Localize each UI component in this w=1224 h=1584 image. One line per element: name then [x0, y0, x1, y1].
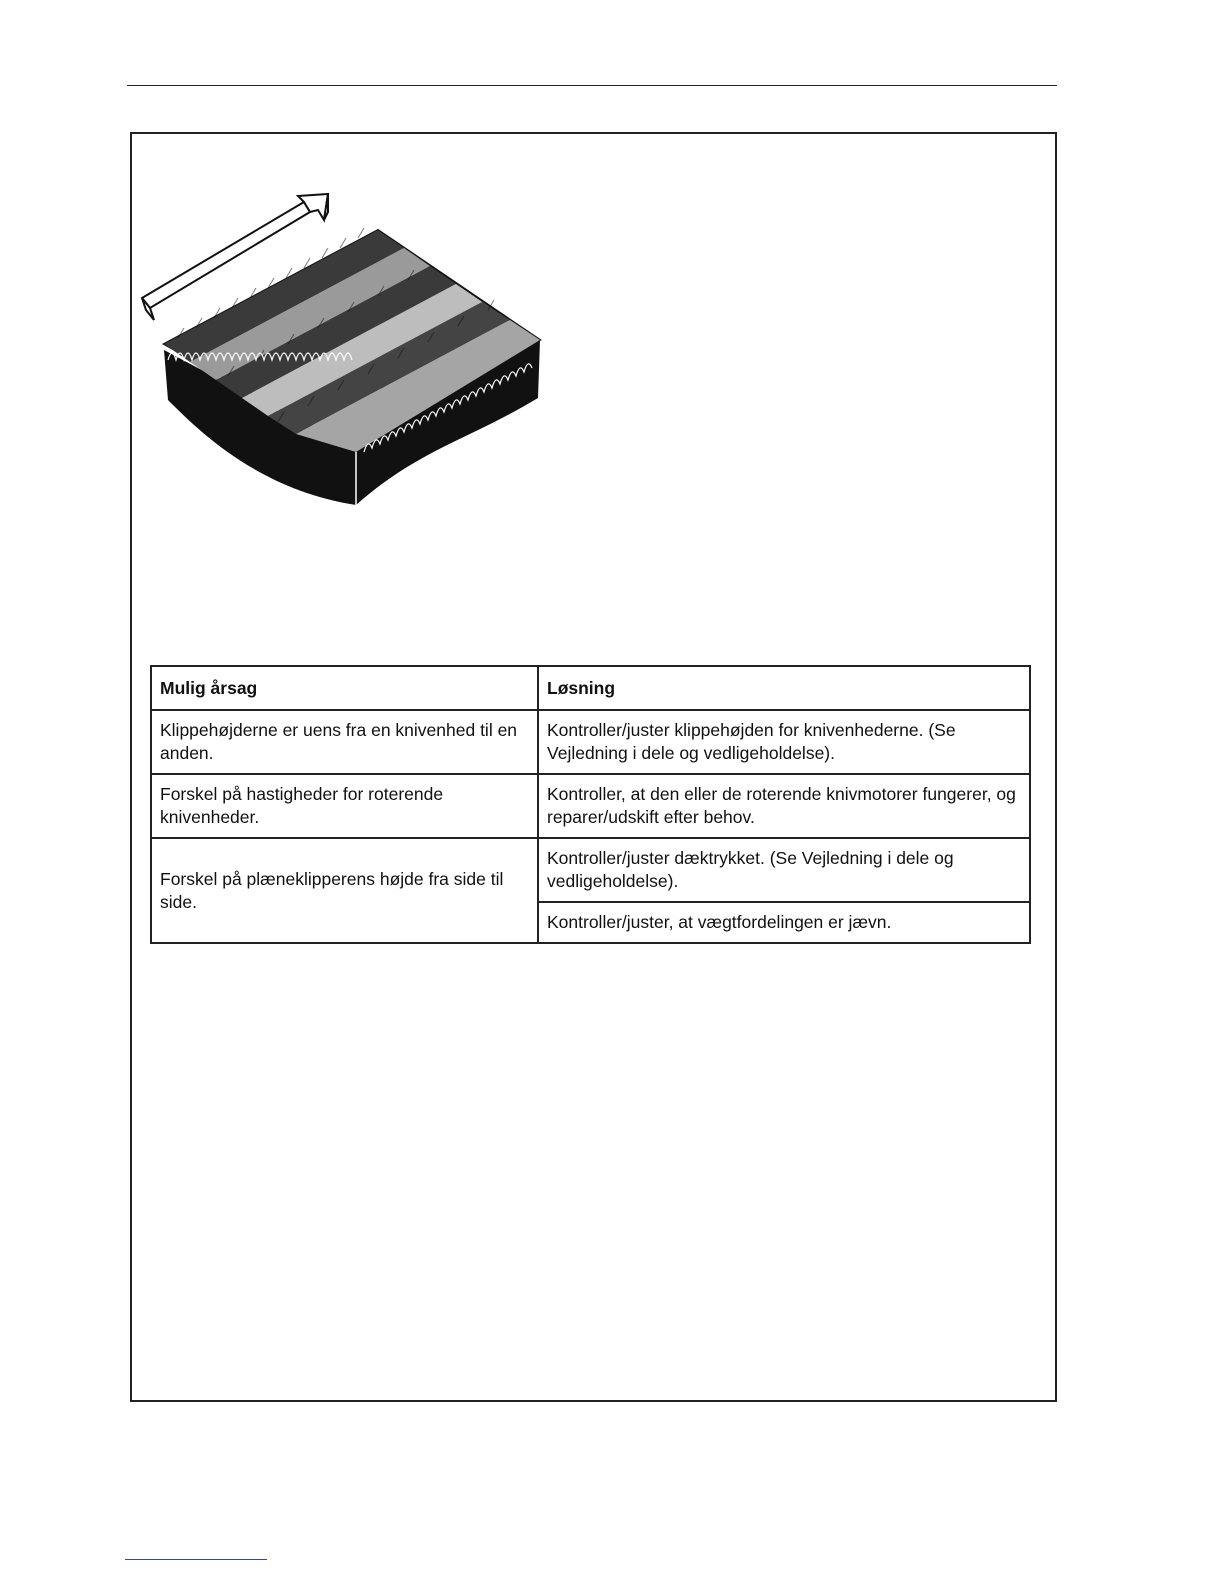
header-rule	[127, 85, 1057, 86]
table-row	[151, 710, 1030, 774]
table-header-row	[151, 666, 1030, 710]
column-header-solution: Løsning	[538, 666, 1030, 710]
table-row	[151, 774, 1030, 838]
cause-cell: Klippehøjderne er uens fra en knivenhed til en anden.	[151, 710, 538, 774]
cause-cell: Forskel på plæneklipperens højde fra side til side.	[151, 838, 538, 943]
solution-cell: Kontroller/juster klippehøjden for knivenhederne. (Se Vejledning i dele og vedligeholdelse).	[538, 710, 1030, 774]
troubleshooting-table	[150, 665, 1031, 944]
cause-cell: Forskel på hastigheder for roterende knivenheder.	[151, 774, 538, 838]
mowed-lawn-stripes-illustration	[138, 190, 548, 510]
solution-cell: Kontroller, at den eller de roterende knivmotorer fungerer, og reparer/udskift efter behov.	[538, 774, 1030, 838]
solution-cell: Kontroller/juster dæktrykket. (Se Vejledning i dele og vedligeholdelse).	[538, 838, 1030, 902]
footer-link-rule	[125, 1559, 267, 1560]
table-row	[151, 838, 1030, 902]
column-header-cause: Mulig årsag	[151, 666, 538, 710]
solution-cell: Kontroller/juster, at vægtfordelingen er jævn.	[538, 902, 1030, 943]
